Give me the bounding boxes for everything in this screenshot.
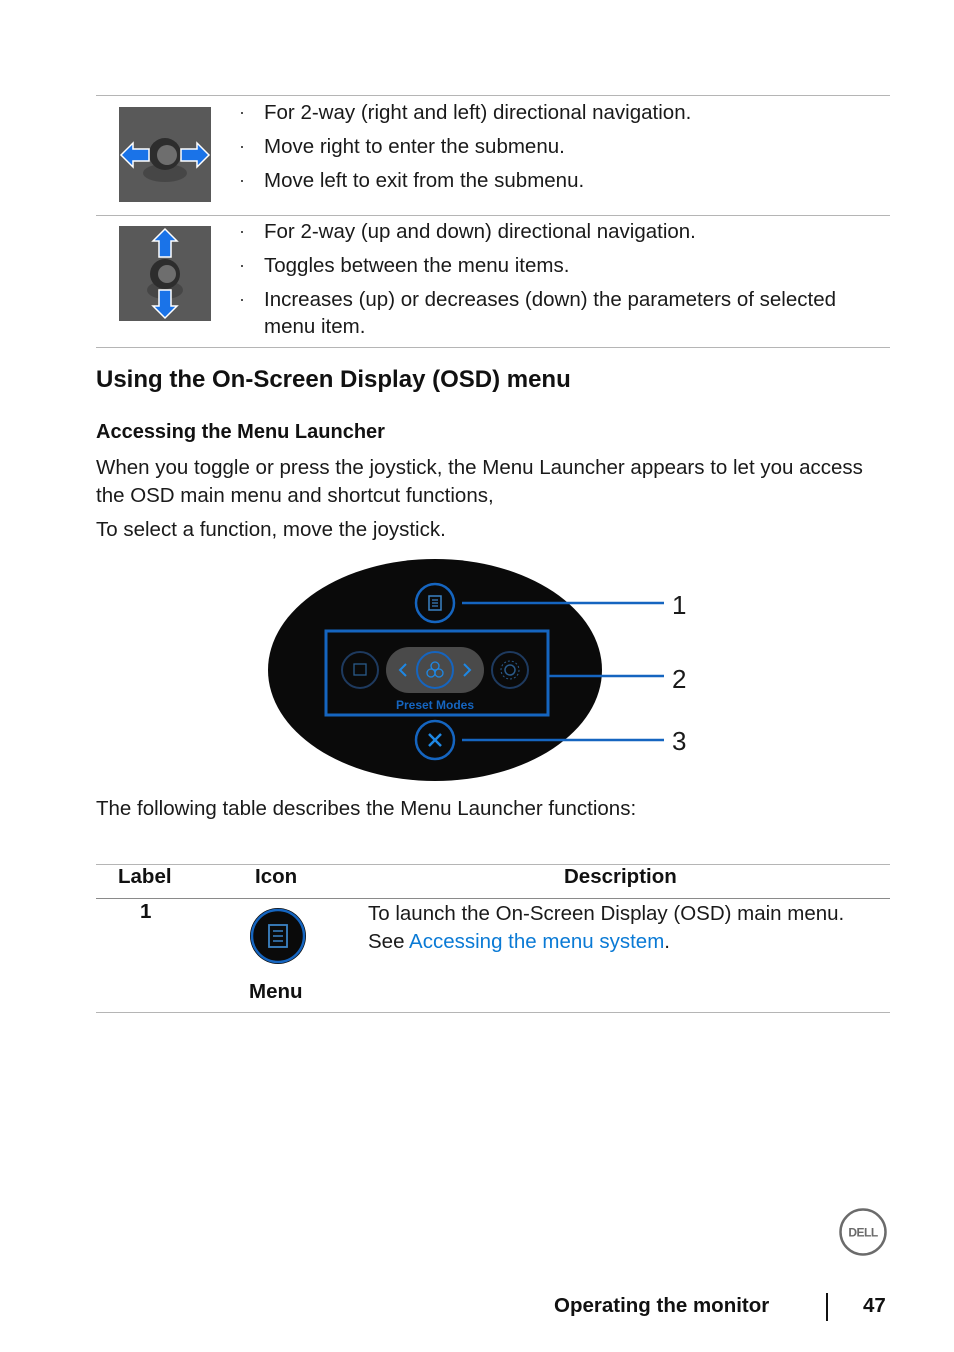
row-description <box>368 900 878 956</box>
bullet-item: · For 2-way (right and left) directional navigation. <box>238 99 888 126</box>
function-table-header-rule <box>96 898 890 899</box>
callout-number-1: 1 <box>672 590 687 620</box>
dell-logo-icon <box>838 1207 888 1257</box>
period-text: . <box>664 930 670 953</box>
function-table-top-rule <box>96 864 890 865</box>
joystick-left-right-icon <box>119 107 211 202</box>
footer-divider <box>826 1293 828 1321</box>
page-number: 47 <box>863 1294 886 1317</box>
accessing-menu-system-link[interactable]: Accessing the menu system <box>409 930 665 953</box>
bullet-item: · Increases (up) or decreases (down) the parameters of selected menu item. <box>238 286 888 340</box>
up-down-bullets <box>238 218 888 347</box>
header-icon: Icon <box>255 865 298 888</box>
table-bottom-rule <box>96 347 890 348</box>
subsection-title: Accessing the Menu Launcher <box>96 421 385 443</box>
table-intro: The following table describes the Menu Launcher functions: <box>96 797 637 820</box>
bullet-item: · Toggles between the menu items. <box>238 252 888 279</box>
row-divider <box>96 215 890 216</box>
bullet-item: · Move left to exit from the submenu. <box>238 167 888 194</box>
left-right-bullets <box>238 99 888 201</box>
description-line: To launch the On-Screen Display (OSD) main menu. <box>368 902 845 925</box>
callout-number-2: 2 <box>672 664 687 694</box>
footer-section-title: Operating the monitor <box>554 1294 770 1317</box>
description-see-line <box>368 928 878 956</box>
joystick-up-down-icon <box>119 226 211 321</box>
instruction-paragraph: To select a function, move the joystick. <box>96 518 446 541</box>
section-title: Using the On-Screen Display (OSD) menu <box>96 366 571 393</box>
callout-number-3: 3 <box>672 726 687 756</box>
function-table-bottom-rule <box>96 1012 890 1013</box>
bullet-item: · Move right to enter the submenu. <box>238 133 888 160</box>
see-text: See <box>368 930 410 953</box>
bullet-item: · For 2-way (up and down) directional navigation. <box>238 218 888 245</box>
menu-icon <box>249 907 307 965</box>
table-top-rule <box>96 95 890 96</box>
preset-modes-label: Preset Modes <box>395 698 475 712</box>
row-label: 1 <box>140 900 152 923</box>
intro-paragraph: When you toggle or press the joystick, the Menu Launcher appears to let you access the OSD main menu and shortcut functions, <box>96 456 863 507</box>
menu-launcher-illustration <box>266 558 696 784</box>
header-label: Label <box>118 865 172 888</box>
header-description: Description <box>564 865 677 888</box>
svg-text:DELL: DELL <box>848 1225 878 1240</box>
icon-caption: Menu <box>249 980 303 1003</box>
